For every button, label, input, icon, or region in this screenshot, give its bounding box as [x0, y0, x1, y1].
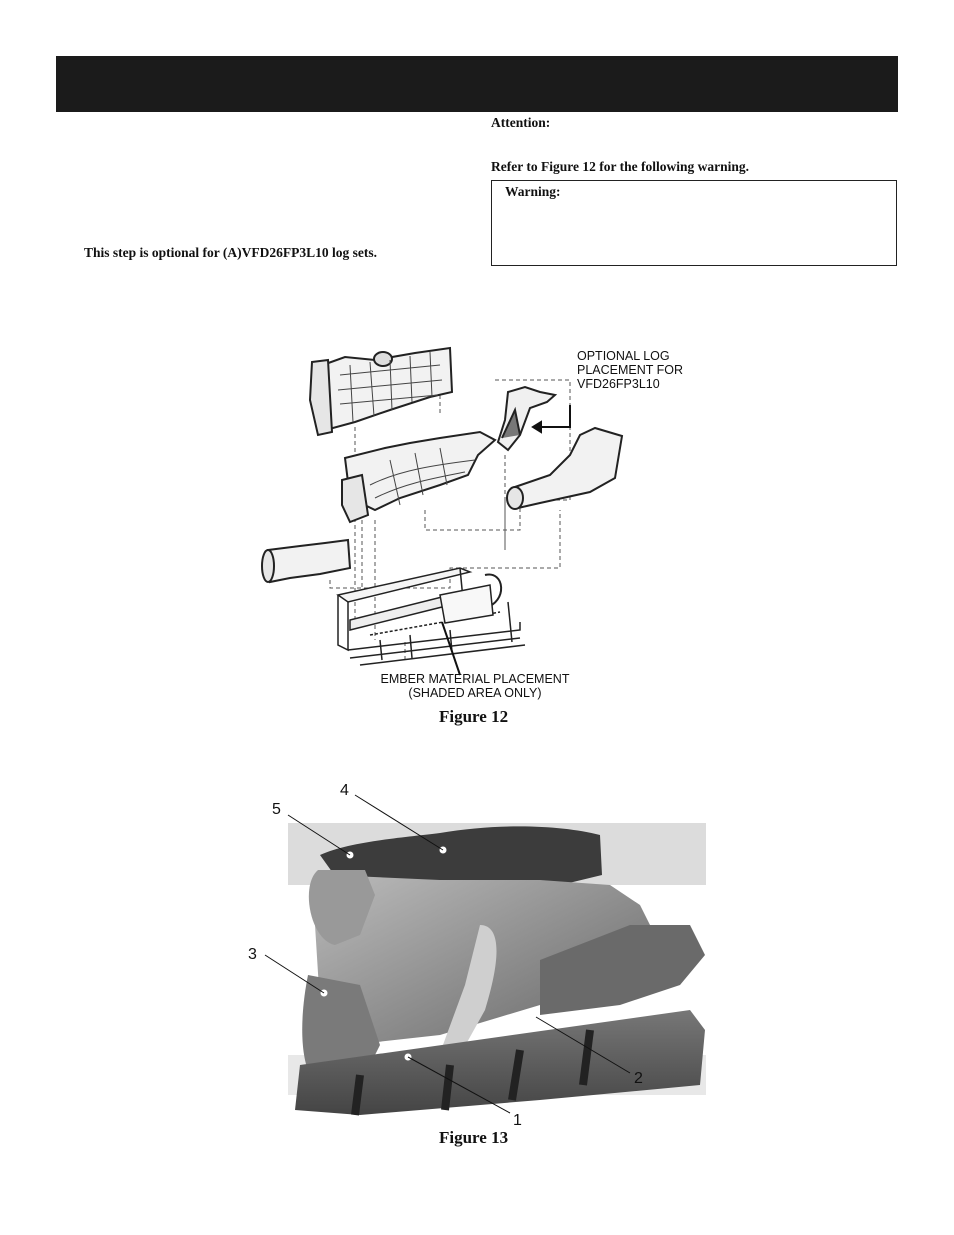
- label-3: 3: [248, 946, 257, 963]
- optional-log-arrow: [533, 405, 570, 432]
- callout-ember-line-1: EMBER MATERIAL PLACEMENT: [380, 672, 570, 686]
- figure-13-caption: Figure 13: [439, 1128, 509, 1147]
- optional-step-note: This step is optional for (A)VFD26FP3L10 log sets.: [84, 245, 378, 260]
- back-log: [310, 348, 452, 435]
- optional-small-log: [498, 387, 555, 450]
- front-log: [262, 540, 350, 582]
- right-log: [507, 428, 622, 509]
- callout-ember-line-2: (SHADED AREA ONLY): [408, 686, 542, 700]
- refer-figure-note: Refer to Figure 12 for the following warning.: [491, 159, 749, 174]
- callout-optional-line-3: VFD26FP3L10: [577, 377, 660, 391]
- center-log: [342, 432, 495, 522]
- attention-label: Attention:: [491, 115, 551, 130]
- figure-12-caption: Figure 12: [439, 707, 509, 726]
- label-2: 2: [634, 1070, 643, 1087]
- warning-box: [491, 180, 897, 266]
- label-5: 5: [272, 801, 281, 818]
- warning-label: Warning:: [505, 184, 561, 199]
- figure-13-log-set-photo: [240, 775, 710, 1135]
- callout-optional-line-1: OPTIONAL LOG: [577, 349, 670, 363]
- callout-optional-line-2: PLACEMENT FOR: [577, 363, 684, 377]
- burner-grate: [338, 568, 525, 665]
- label-4: 4: [340, 782, 349, 799]
- label-1: 1: [513, 1112, 522, 1129]
- figure-12-log-placement-diagram: [250, 340, 710, 700]
- section-header-bar: [56, 56, 898, 112]
- ember-leader-line: [442, 622, 460, 675]
